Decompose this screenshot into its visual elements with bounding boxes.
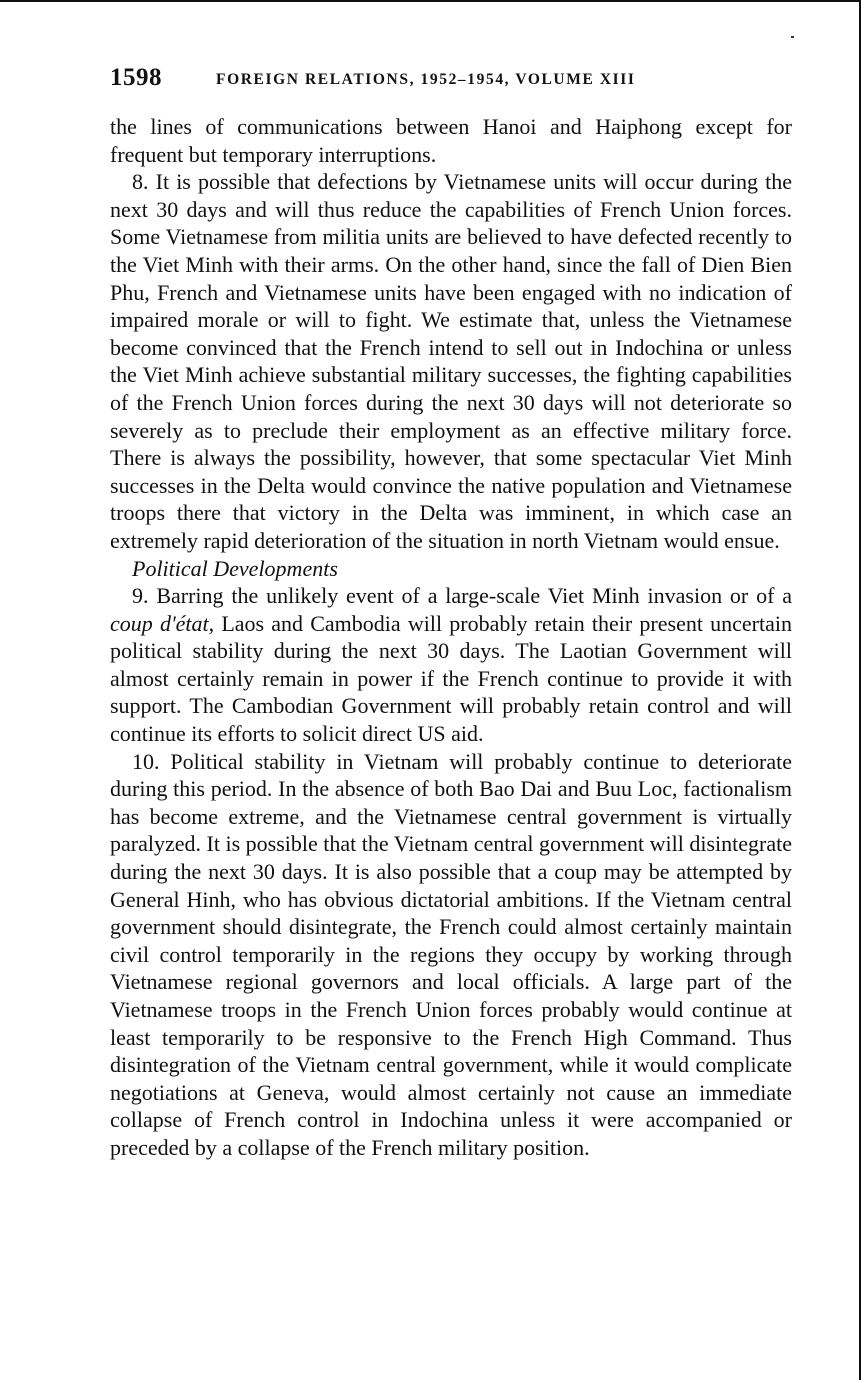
page-number: 1598 <box>110 64 162 91</box>
paragraph-8: 8. It is possible that defections by Vietnamese units will occur during the next 30 days and will thus reduce the capabilities of French Union forces. Some Vietnamese from militia units are believed to have defected recently to the Viet Minh with their arms. On the other hand, since the fall of Dien Bien Phu, French and Vietnamese units have been engaged with no indication of impaired morale or will to fight. We estimate that, unless the Vietnamese become convinced that the French intend to sell out in Indochina or unless the Viet Minh achieve substantial military successes, the fighting capabilities of the French Union forces during the next 30 days will not deteriorate so severely as to preclude their employment as an effective military force. There is always the possibility, however, that some spectacular Viet Minh successes in the Delta would convince the native population and Vietnamese troops there that victory in the Delta was imminent, in which case an extremely rapid deterioration of the situation in north Vietnam would ensue. <box>110 169 792 553</box>
section-heading-political-developments: Political Developments <box>132 555 338 581</box>
body-text <box>110 113 792 1162</box>
paragraph-9-text-end: , Laos and Cambodia will probably retain their present uncertain political stability during the next 30 days. The Laotian Government will almost certainly remain in power if the French continue to provide it with support. The Cambodian Government will probably retain control and will continue its efforts to solicit direct US aid. <box>110 610 792 747</box>
running-title: FOREIGN RELATIONS, 1952–1954, VOLUME XIII <box>216 71 636 88</box>
running-header <box>110 64 790 98</box>
paragraph-continuation: the lines of communications between Hanoi and Haiphong except for frequent but temporary interruptions. <box>110 114 792 167</box>
scan-speck <box>791 36 794 38</box>
paragraph-9-italic-term: coup d'état <box>110 610 209 636</box>
paragraph-9-text-start: 9. Barring the unlikely event of a large-scale Viet Minh invasion or of a <box>132 583 792 609</box>
paragraph-10: 10. Political stability in Vietnam will probably continue to deteriorate during this period. In the absence of both Bao Dai and Buu Loc, factionalism has become extreme, and the Vietnamese central government is virtually paralyzed. It is possible that the Vietnam central government will disintegrate during the next 30 days. It is also possible that a coup may be attempted by General Hinh, who has obvious dictatorial ambitions. If the Vietnam central government should disintegrate, the French could almost certainly maintain civil control temporarily in the regions they occupy by working through Vietnamese regional governors and local officials. A large part of the Vietnamese troops in the French Union forces probably would continue at least temporarily to be responsive to the French High Command. Thus disintegration of the Vietnam central government, while it would complicate negotiations at Geneva, would almost certainly not cause an immediate collapse of French control in Indochina unless it were accompanied or preceded by a collapse of the French military position. <box>110 748 792 1160</box>
paragraph-9 <box>110 582 792 748</box>
